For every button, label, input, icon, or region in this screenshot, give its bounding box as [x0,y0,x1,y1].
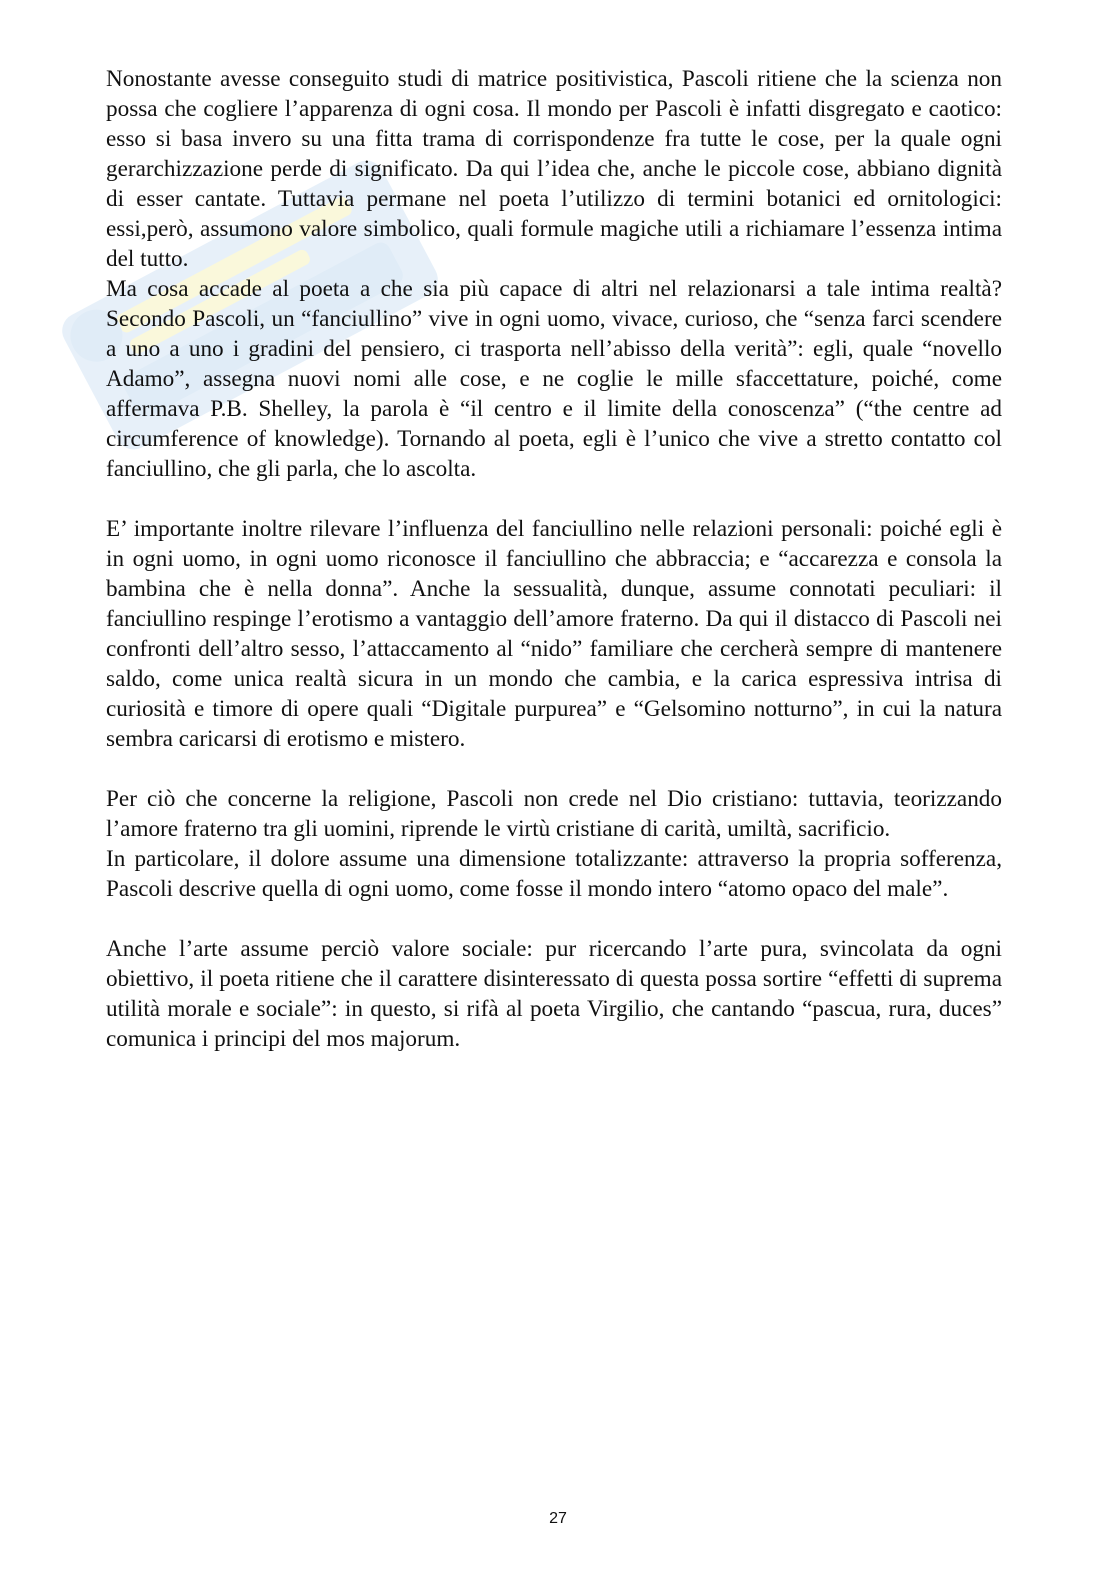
paragraph-gap [106,754,1002,784]
document-body [106,64,1002,1054]
paragraph-gap [106,484,1002,514]
paragraph-4: Per ciò che concerne la religione, Pascoli non crede nel Dio cristiano: tuttavia, teorizzando l’amore fraterno tra gli uomini, riprende le virtù cristiane di carità, umiltà, sacrificio. [106,786,1002,842]
paragraph-1: Nonostante avesse conseguito studi di matrice positivistica, Pascoli ritiene che la scienza non possa che cogliere l’apparenza di ogni cosa. Il mondo per Pascoli è infatti disgregato e caotico: esso si basa invero su una fitta trama di corrispondenze fra tutte le cose, per la quale ogni gerarchizzazione perde di significato. Da qui l’idea che, anche le piccole cose, abbiano dignità di esser cantate. Tuttavia permane nel poeta l’utilizzo di termini botanici ed ornitologici: essi,però, assumono valore simbolico, quali formule magiche utili a richiamare l’essenza intima del tutto. [106,66,1002,272]
paragraph-2: Ma cosa accade al poeta a che sia più capace di altri nel relazionarsi a tale intima realtà? Secondo Pascoli, un “fanciullino” vive in ogni uomo, vivace, curioso, che “senza farci scendere a uno a uno i gradini del pensiero, ci trasporta nell’abisso della verità”: egli, quale “novello Adamo”, assegna nuovi nomi alle cose, e ne coglie le mille sfaccettature, poiché, come affermava P.B. Shelley, la parola è “il centro e il limite della conoscenza” (“the centre ad circumference of knowledge). Tornando al poeta, egli è l’unico che vive a stretto contatto col fanciullino, che gli parla, che lo ascolta. [106,276,1002,482]
paragraph-6: Anche l’arte assume perciò valore sociale: pur ricercando l’arte pura, svincolata da ogni obiettivo, il poeta ritiene che il carattere disinteressato di questa possa sortire “effetti di suprema utilità morale e sociale”: in questo, si rifà al poeta Virgilio, che cantando “pascua, rura, duces” comunica i principi del mos majorum. [106,936,1002,1052]
paragraph-3: E’ importante inoltre rilevare l’influenza del fanciullino nelle relazioni personali: poiché egli è in ogni uomo, in ogni uomo riconosce il fanciullino che abbraccia; e “accarezza e consola la bambina che è nella donna”. Anche la sessualità, dunque, assume connotati peculiari: il fanciullino respinge l’erotismo a vantaggio dell’amore fraterno. Da qui il distacco di Pascoli nei confronti dell’altro sesso, l’attaccamento al “nido” familiare che cercherà sempre di mantenere saldo, come unica realtà sicura in un mondo che cambia, e la carica espressiva intrisa di curiosità e timore di opere quali “Digitale purpurea” e “Gelsomino notturno”, in cui la natura sembra caricarsi di erotismo e mistero. [106,516,1002,752]
page-number: 27 [549,1510,567,1527]
paragraph-5: In particolare, il dolore assume una dimensione totalizzante: attraverso la propria sofferenza, Pascoli descrive quella di ogni uomo, come fosse il mondo intero “atomo opaco del male”. [106,846,1002,902]
paragraph-gap [106,904,1002,934]
